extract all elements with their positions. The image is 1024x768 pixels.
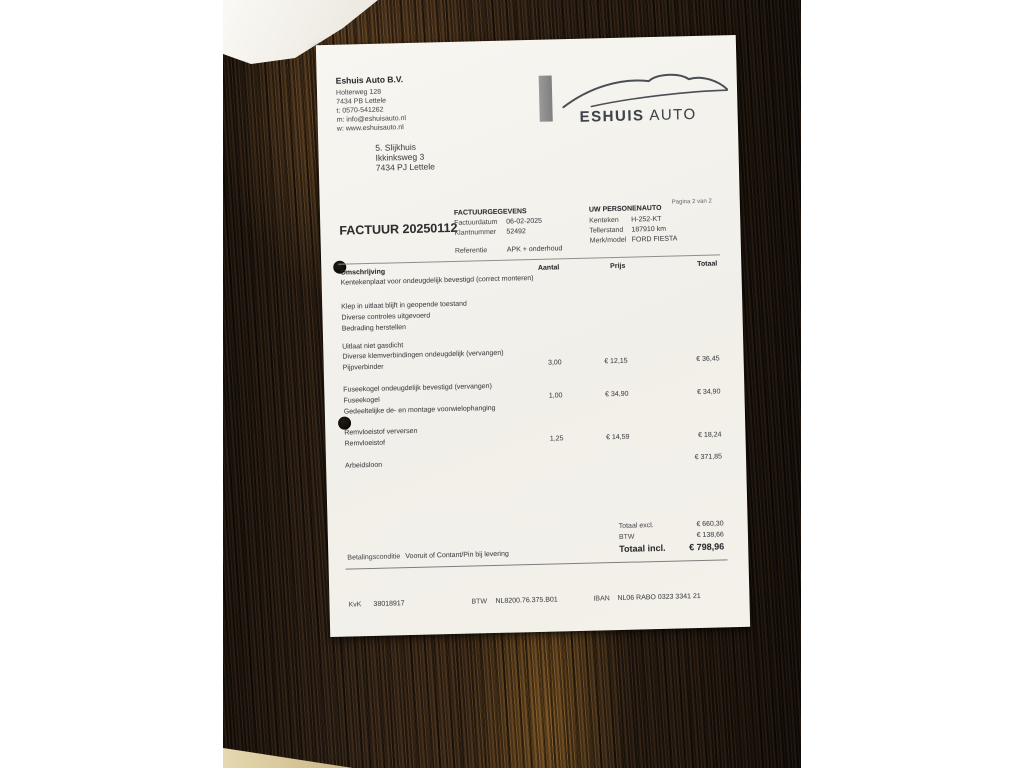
company-address-line: 7434 PB Lettele [336, 97, 387, 106]
payment-terms-label: Betalingsconditie [347, 553, 401, 562]
column-header-description: Omschrijving [340, 268, 386, 277]
company-address-line: t: 0570-541262 [336, 106, 384, 115]
vehicle-header: UW PERSONENAUTO [588, 204, 662, 214]
table-row: Diverse klemverbindingen ondeugdelijk (vervangen) [342, 349, 504, 361]
total-incl-label: Totaal incl. [619, 542, 666, 554]
table-row: Kentekenplaat voor ondeugdelijk bevestigd (correct monteren) [340, 274, 534, 287]
iban-label: IBAN [593, 595, 610, 603]
page-indicator: Pagina 2 van 2 [671, 198, 712, 206]
recipient-street: Ikkinksweg 3 [375, 151, 425, 163]
detail-label: Factuurdatum [454, 218, 498, 227]
table-row: Arbeidsloon [345, 461, 383, 470]
invoice-title: FACTUUR 20250112 [339, 220, 458, 238]
vehicle-value: H-252-KT [631, 215, 662, 224]
column-header-total: Totaal [697, 260, 718, 268]
table-row: Uitlaat niet gasdicht [342, 342, 404, 351]
table-cell-total: € 18,24 [698, 431, 722, 439]
kvk-value: 38018917 [373, 600, 405, 608]
table-row: Fuseekogel [343, 396, 380, 405]
table-cell-total: € 371,85 [694, 453, 723, 462]
table-cell-total: € 36,45 [696, 355, 720, 364]
recipient-name: 5. Slijkhuis [375, 141, 417, 153]
details-header: FACTUURGEGEVENS [453, 208, 527, 217]
totals-rule [346, 559, 728, 569]
table-cell-price: € 12,15 [604, 357, 628, 366]
table-cell-qty: 1,25 [549, 435, 564, 443]
detail-label: Klantnummer [454, 228, 497, 237]
btw-number-value: NL8200.76.375.B01 [495, 596, 558, 605]
column-header-price: Prijs [610, 262, 626, 271]
vehicle-value: FORD FIESTA [631, 235, 678, 244]
total-excl-label: Totaal excl. [618, 522, 654, 530]
brand-secondary: AUTO [649, 105, 697, 125]
table-row: Remvloeistof [344, 439, 386, 448]
table-cell-total: € 34,90 [696, 388, 721, 397]
detail-value: APK + onderhoud [506, 245, 563, 254]
desk-wood-surface [223, 0, 801, 768]
total-incl-value: € 798,96 [689, 541, 725, 553]
company-name: Eshuis Auto B.V. [335, 74, 404, 86]
kvk-label: KvK [348, 601, 362, 609]
company-address-line: Holterweg 128 [335, 88, 382, 97]
btw-label: BTW [618, 533, 635, 541]
company-address-line: m: info@eshuisauto.nl [336, 115, 407, 124]
table-row: Remvloeistof verversen [344, 427, 418, 437]
column-header-qty: Aantal [537, 264, 560, 272]
table-cell-qty: 1,00 [548, 392, 563, 400]
brand-wordmark [579, 105, 729, 126]
invoice-sheet [316, 35, 750, 637]
table-row: Pijpverbinder [342, 363, 384, 372]
btw-value: € 138,66 [696, 531, 725, 540]
table-edge-strip [223, 748, 353, 768]
table-row: Fuseekogel ondeugdelijk bevestigd (vervangen) [343, 383, 492, 394]
vehicle-value: 187910 km [631, 225, 667, 234]
table-row: Diverse controles uitgevoerd [341, 312, 431, 322]
total-excl-value: € 660,30 [696, 520, 724, 529]
recipient-city: 7434 PJ Lettele [375, 161, 436, 173]
company-address-line: w: www.eshuisauto.nl [336, 124, 404, 133]
brand-primary: ESHUIS [579, 107, 645, 126]
payment-terms-value: Vooruit of Contant/Pin bij levering [405, 550, 509, 561]
table-row: Bedrading herstellen [341, 324, 407, 333]
vehicle-label: Kenteken [589, 216, 619, 225]
vehicle-label: Merk/model [589, 236, 627, 245]
vehicle-label: Tellerstand [589, 226, 624, 235]
table-cell-qty: 3,00 [547, 359, 562, 367]
detail-label: Referentie [454, 247, 488, 255]
table-row: Gedeeltelijke de- en montage voorwielophanging [343, 404, 496, 416]
table-cell-price: € 14,59 [606, 433, 630, 442]
logo-vertical-bar [539, 75, 553, 121]
detail-value: 06-02-2025 [506, 217, 543, 226]
iban-value: NL06 RABO 0323 3341 21 [617, 592, 701, 603]
table-row: Klep in uitlaat blijft in geopende toestand [341, 300, 467, 311]
btw-number-label: BTW [471, 598, 488, 606]
table-cell-price: € 34,90 [605, 390, 629, 399]
detail-value: 52492 [506, 228, 527, 236]
